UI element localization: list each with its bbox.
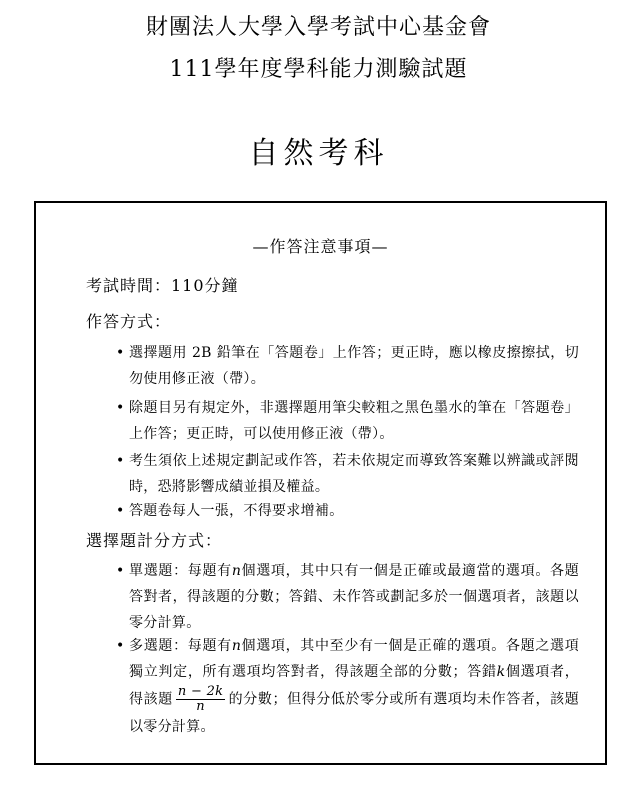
answer-rule-1: 選擇題用 2B 鉛筆在「答題卷」上作答；更正時，應以橡皮擦擦拭，切勿使用修正液（帶）。 bbox=[129, 345, 579, 387]
exam-time: 考試時間：110分鐘 bbox=[86, 276, 239, 295]
instructions-heading: —作答注意事項— bbox=[252, 237, 389, 256]
bullet-icon: • bbox=[116, 400, 125, 416]
answer-rule-4: 答題卷每人一張，不得要求增補。 bbox=[129, 503, 344, 519]
exam-title: 111學年度學科能力測驗試題 bbox=[169, 57, 468, 82]
subject-title: 自然考科 bbox=[248, 136, 389, 171]
answer-rule-3: 考生須依上述規定劃記或作答，若未依規定而導致答案難以辨識或評閱時，恐將影響成績並損及權益。 bbox=[129, 453, 579, 495]
single-choice-rule: 單選題：每題有n個選項，其中只有一個是正確或最適當的選項。各題答對者，得該題的分數；答錯、未作答或劃記多於一個選項者，該題以零分計算。 bbox=[129, 563, 579, 631]
answer-method-label: 作答方式： bbox=[86, 312, 172, 331]
bullet-icon: • bbox=[116, 345, 125, 361]
variable-n: n bbox=[231, 563, 242, 579]
bullet-icon: • bbox=[116, 503, 125, 519]
bullet-icon: • bbox=[116, 563, 125, 579]
bullet-icon: • bbox=[116, 453, 125, 469]
variable-k: k bbox=[496, 664, 506, 680]
score-fraction bbox=[176, 685, 225, 714]
multi-choice-rule: 多選題：每題有n個選項，其中至少有一個是正確的選項。各題之選項獨立判定，所有選項均答對者，得該題全部的分數；答錯k個選項者，得該題 $\frac{n - 2k}{n}$ 的分數；但得分低於零分或所有選項均未作答者，該題以零分計算。 bbox=[129, 638, 580, 735]
scoring-label: 選擇題計分方式： bbox=[86, 531, 223, 550]
bullet-icon: • bbox=[116, 638, 125, 654]
fraction-numerator: n − 2k bbox=[177, 684, 224, 699]
organization-title: 財團法人大學入學考試中心基金會 bbox=[145, 15, 491, 40]
variable-n: n bbox=[231, 638, 242, 654]
answer-rule-2: 除題目另有規定外，非選擇題用筆尖較粗之黑色墨水的筆在「答題卷」上作答；更正時，可以使用修正液（帶）。 bbox=[129, 400, 579, 442]
fraction-denominator: n bbox=[196, 699, 205, 714]
instructions-box bbox=[34, 201, 607, 765]
